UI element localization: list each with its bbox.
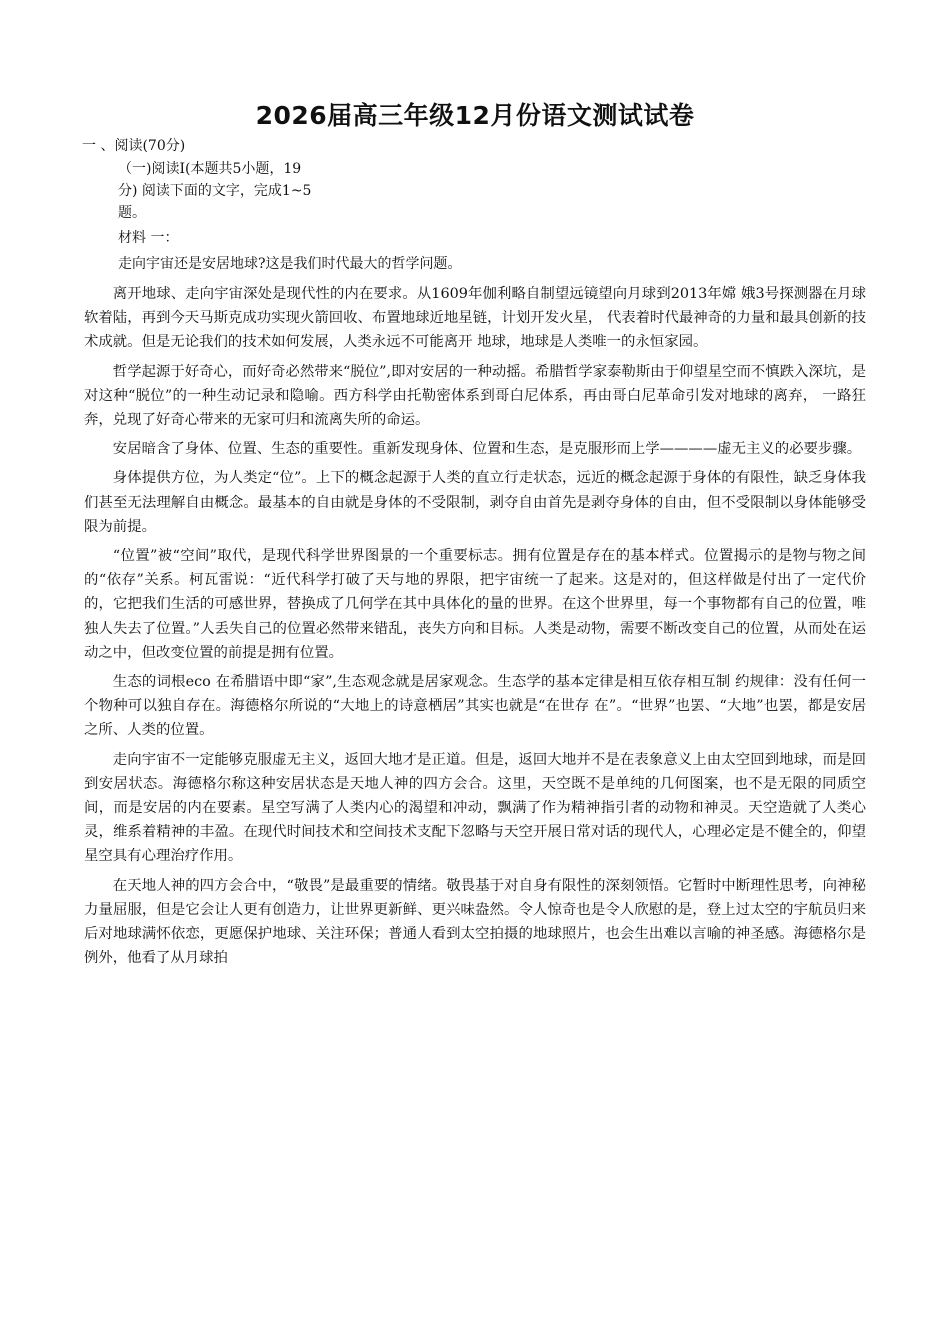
article-body [84, 282, 866, 975]
section-heading: 一 、阅读(70分) [82, 138, 186, 154]
paragraph: 身体提供方位，为人类定“位”。上下的概念起源于人类的直立行走状态，远近的概念起源于身体的有限性，缺乏身体我们甚至无法理解自由概念。最基本的自由就是身体的不受限制，剥夺自由首先是剥夺身体的自由，但不受限制以身体能够受限为前提。 [84, 470, 866, 535]
opening-question: 走向宇宙还是安居地球?这是我们时代最大的哲学问题。 [118, 256, 462, 272]
subsection-heading [118, 158, 398, 224]
paragraph: 在天地人神的四方会合中，“敬畏”是最重要的情绪。敬畏基于对自身有限性的深刻领悟。它暂时中断理性思考，向神秘力量屈服，但是它会让人更有创造力，让世界更新鲜、更兴味盎然。令人惊奇也是令人欣慰的是，登上过太空的宇航员归来后对地球满怀依恋，更愿保护地球、关注环保；普通人看到太空拍摄的地球照片，也会生出难以言喻的神圣感。海德格尔是例外，他看了从月球拍 [84, 877, 866, 967]
paragraph: 安居暗含了身体、位置、生态的重要性。重新发现身体、位置和生态，是克服形而上学————虚无主义的必要步骤。 [112, 441, 862, 458]
paragraph: 哲学起源于好奇心，而好奇必然带来“脱位”,即对安居的一种动摇。希腊哲学家泰勒斯由于仰望星空而不慎跌入深坑，是对这种“脱位”的一种生动记录和隐喻。西方科学由托勒密体系到哥白尼体系，再由哥白尼革命引发对地球的离弃， 一路狂奔，兑现了好奇心带来的无家可归和流离失所的命运。 [84, 363, 867, 429]
subsection-line: 分) 阅读下面的文字，完成1~5 [118, 183, 312, 199]
material-label: 材料 一： [118, 230, 179, 246]
paragraph: 离开地球、走向宇宙深处是现代性的内在要求。从1609年伽利略自制望远镜望向月球到2013年嫦 娥3号探测器在月球软着陆，再到今天马斯克成功实现火箭回收、布置地球近地星链，计划开发火星， 代表着时代最神奇的力量和最具创新的技术成就。但是无论我们的技术如何发展，人类永远不可能离开 地球，地球是人类唯一的永恒家园。 [84, 286, 866, 351]
subsection-line: 题。 [118, 205, 146, 221]
paragraph: 走向宇宙不一定能够克服虚无主义，返回大地才是正道。但是，返回大地并不是在表象意义上由太空回到地球，而是回到安居状态。海德格尔称这种安居状态是天地人神的四方会合。这里，天空既不是单纯的几何图案，也不是无限的同质空间，而是安居的内在要素。星空写满了人类内心的渴望和冲动，飘满了作为精神指引者的动物和神灵。天空造就了人类心灵，维系着精神的丰盈。在现代时间技术和空间技术支配下忽略与天空开展日常对话的现代人，心理必定是不健全的，仰望星空具有心理治疗作用。 [84, 751, 866, 865]
page-title: 2026届高三年级12月份语文测试试卷 [255, 101, 695, 130]
subsection-line: （一)阅读Ⅰ(本题共5小题，19 [118, 161, 302, 177]
paragraph: “位置”被“空间”取代，是现代科学世界图景的一个重要标志。拥有位置是存在的基本样式。位置揭示的是物与物之间的“依存”关系。柯瓦雷说：“近代科学打破了天与地的界限，把宇宙统一了起来。这是对的，但这样做是付出了一定代价的，它把我们生活的可感世界，替换成了几何学在其中具体化的量的世界。在这个世界里，每一个事物都有自己的位置，唯独人失去了位置。”人丢失自己的位置必然带来错乱，丧失方向和目标。人类是动物，需要不断改变自己的位置，从而处在运动之中，但改变位置的前提是拥有位置。 [84, 548, 866, 661]
paragraph: 生态的词根eco 在希腊语中即“家”,生态观念就是居家观念。生态学的基本定律是相互依存相互制 约规律：没有任何一个物种可以独自存在。海德格尔所说的“大地上的诗意栖居”其实也就是“在世存 在”。“世界”也罢、“大地”也罢，都是安居之所、人类的位置。 [84, 674, 866, 739]
